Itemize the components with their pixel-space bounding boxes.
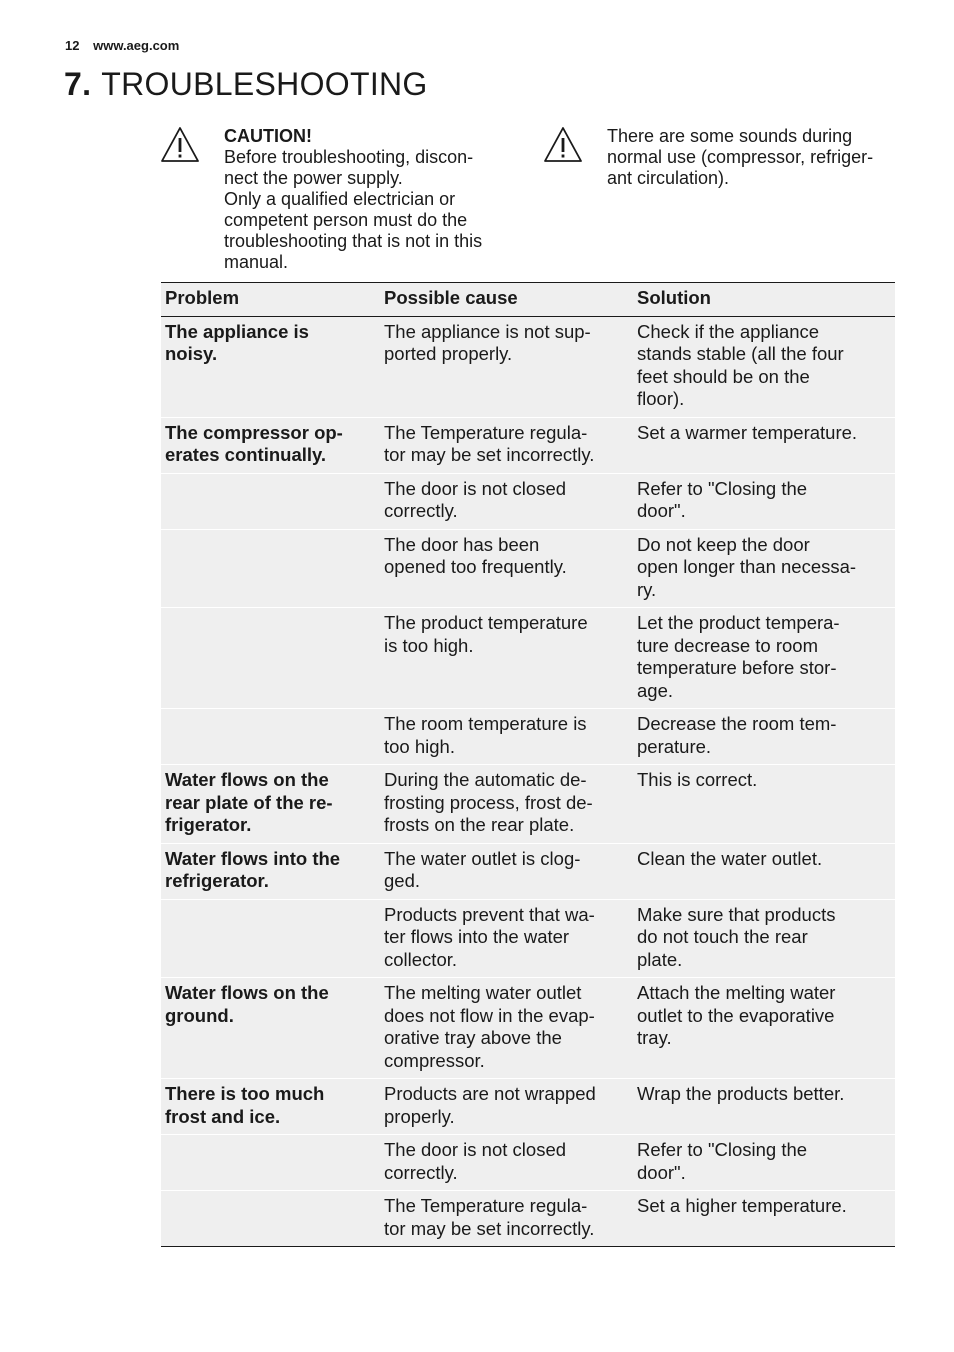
cause-cell: The water outlet is clog- ged.: [380, 843, 633, 899]
cause-cell: The appliance is not sup- ported properly.: [380, 316, 633, 417]
problem-cell: [161, 608, 380, 709]
solution-cell: Attach the melting water outlet to the evaporative tray.: [633, 978, 895, 1079]
cause-cell: The room temperature is too high.: [380, 709, 633, 765]
caution-heading: CAUTION!: [224, 126, 312, 146]
table-row: [161, 899, 895, 978]
section-title-text: TROUBLESHOOTING: [101, 66, 428, 102]
troubleshooting-table: [161, 282, 895, 1247]
cause-cell: The Temperature regula- tor may be set incorrectly.: [380, 1191, 633, 1247]
cause-cell: The product temperature is too high.: [380, 608, 633, 709]
cause-cell: The door is not closed correctly.: [380, 1135, 633, 1191]
section-number: 7.: [64, 66, 92, 102]
problem-cell: [161, 899, 380, 978]
cause-cell: During the automatic de- frosting process, frost de- frosts on the rear plate.: [380, 765, 633, 844]
table-row: [161, 529, 895, 608]
table-row: [161, 608, 895, 709]
table-row: [161, 709, 895, 765]
cause-cell: Products prevent that wa- ter flows into the water collector.: [380, 899, 633, 978]
warning-icon: [543, 126, 583, 164]
page-header: [65, 38, 179, 53]
warning-icon: [160, 126, 200, 164]
solution-cell: Set a higher temperature.: [633, 1191, 895, 1247]
solution-cell: Check if the appliance stands stable (all the four feet should be on the floor).: [633, 316, 895, 417]
solution-cell: Set a warmer temperature.: [633, 417, 895, 473]
problem-cell: Water flows into the refrigerator.: [161, 843, 380, 899]
section-title: [64, 66, 428, 103]
problem-cell: [161, 1191, 380, 1247]
table-row: [161, 843, 895, 899]
cause-cell: The door is not closed correctly.: [380, 473, 633, 529]
cause-cell: Products are not wrapped properly.: [380, 1079, 633, 1135]
solution-cell: Refer to "Closing the door".: [633, 1135, 895, 1191]
problem-cell: [161, 529, 380, 608]
table-row: [161, 473, 895, 529]
table-row: [161, 1135, 895, 1191]
problem-cell: The compressor op- erates continually.: [161, 417, 380, 473]
solution-cell: Clean the water outlet.: [633, 843, 895, 899]
problem-cell: Water flows on the ground.: [161, 978, 380, 1079]
solution-cell: This is correct.: [633, 765, 895, 844]
solution-cell: Decrease the room tem- perature.: [633, 709, 895, 765]
table-row: [161, 1079, 895, 1135]
problem-cell: [161, 473, 380, 529]
cause-cell: The melting water outlet does not flow in the evap- orative tray above the compressor.: [380, 978, 633, 1079]
header-problem: Problem: [161, 283, 380, 317]
table-row: [161, 978, 895, 1079]
table-row: [161, 765, 895, 844]
solution-cell: Do not keep the door open longer than necessa- ry.: [633, 529, 895, 608]
table-row: [161, 316, 895, 417]
problem-cell: The appliance is noisy.: [161, 316, 380, 417]
page-number: 12: [65, 38, 80, 53]
solution-cell: Make sure that products do not touch the rear plate.: [633, 899, 895, 978]
solution-cell: Let the product tempera- ture decrease to room temperature before stor- age.: [633, 608, 895, 709]
table-row: [161, 417, 895, 473]
sound-notice-text: There are some sounds during normal use (compressor, refriger- ant circulation).: [607, 126, 874, 188]
cause-cell: The door has been opened too frequently.: [380, 529, 633, 608]
header-solution: Solution: [633, 283, 895, 317]
caution-text: Before troubleshooting, discon- nect the power supply. Only a qualified electrician or competent person must do the troubleshooting that is not in this manual.: [224, 147, 483, 272]
problem-cell: Water flows on the rear plate of the re- frigerator.: [161, 765, 380, 844]
problem-cell: There is too much frost and ice.: [161, 1079, 380, 1135]
problem-cell: [161, 709, 380, 765]
site-url: www.aeg.com: [93, 38, 180, 53]
sound-notice: [543, 126, 903, 189]
caution-notice: [160, 126, 520, 273]
table-header-row: [161, 283, 895, 317]
table-row: [161, 1191, 895, 1247]
problem-cell: [161, 1135, 380, 1191]
solution-cell: Wrap the products better.: [633, 1079, 895, 1135]
solution-cell: Refer to "Closing the door".: [633, 473, 895, 529]
header-cause: Possible cause: [380, 283, 633, 317]
cause-cell: The Temperature regula- tor may be set incorrectly.: [380, 417, 633, 473]
